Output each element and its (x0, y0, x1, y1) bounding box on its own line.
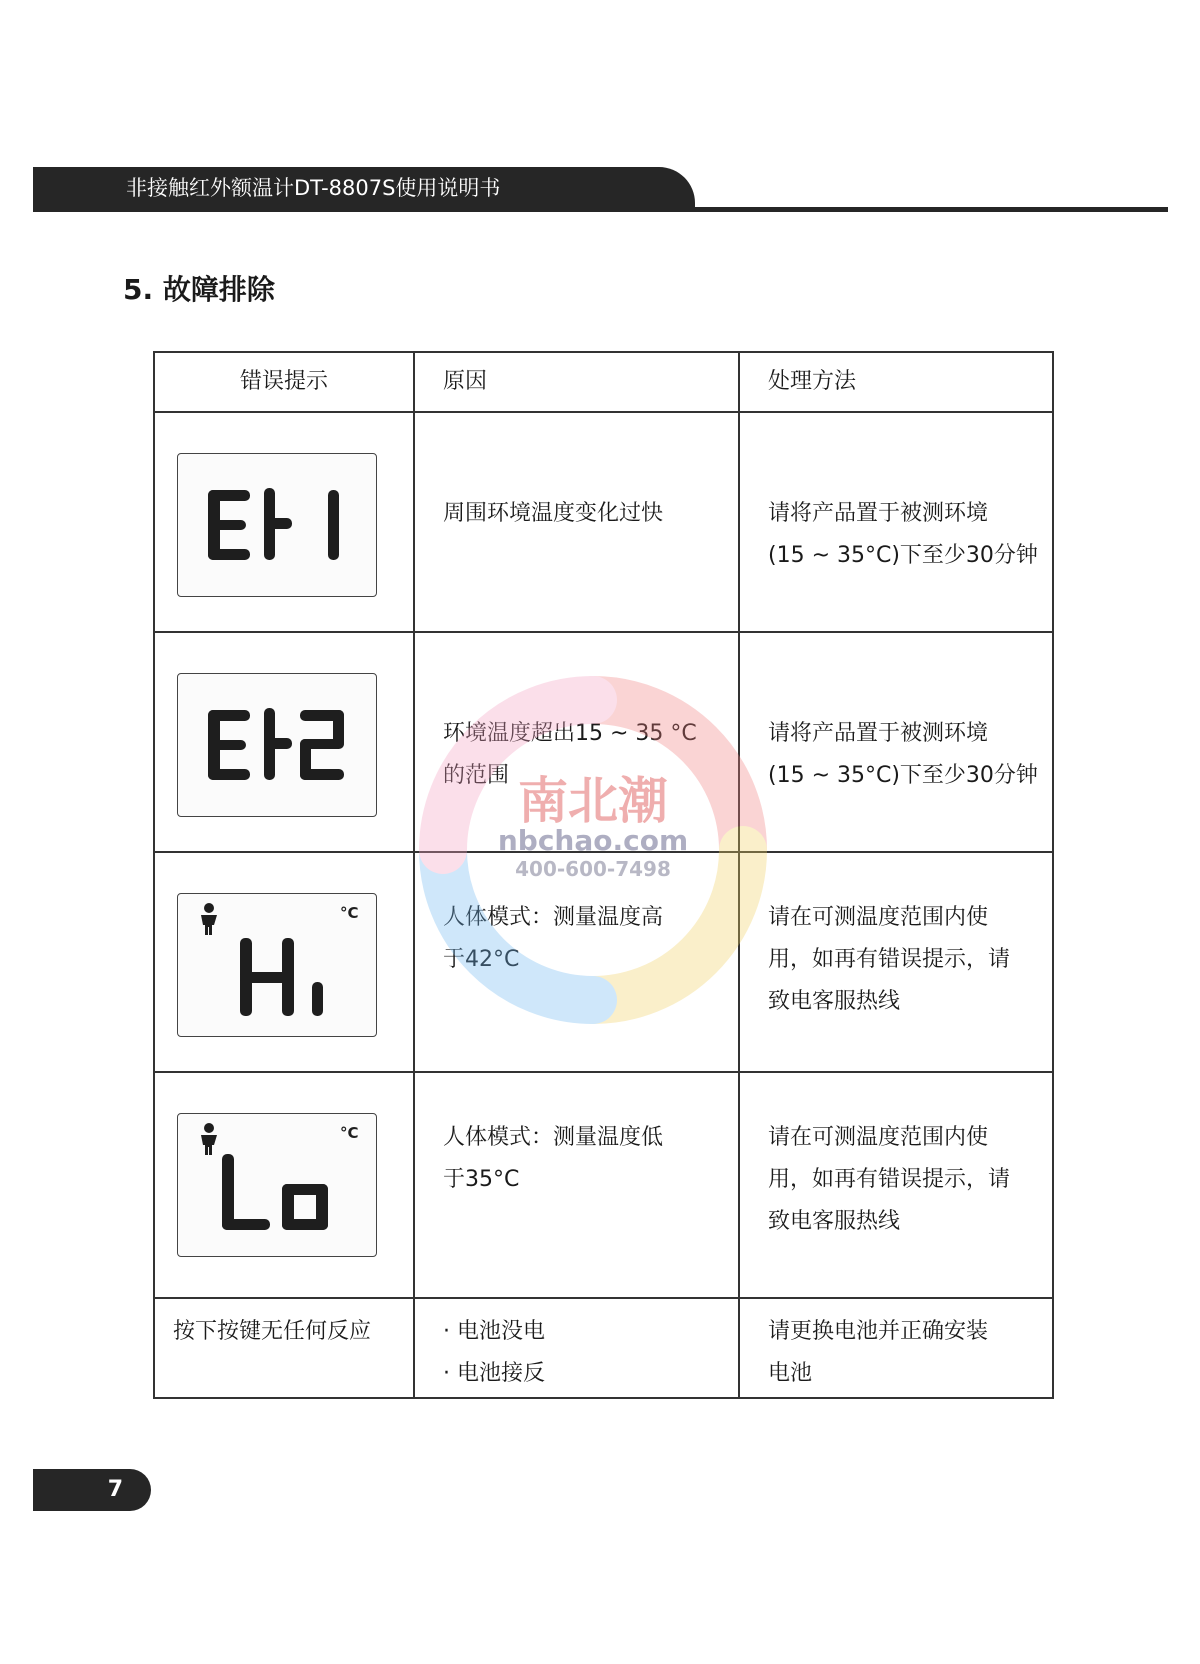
document-title: 非接触红外额温计DT-8807S使用说明书 (126, 176, 501, 200)
watermark-site: nbchao.com (497, 824, 689, 857)
table-row (154, 1072, 1053, 1298)
cause-cell: 人体模式：测量温度低 于35°C (414, 1072, 739, 1298)
person-icon (201, 1123, 217, 1155)
watermark-phone: 400-600-7498 (515, 857, 671, 881)
error-prompt-cell: 按下按键无任何反应 (154, 1298, 414, 1398)
header-solution: 处理方法 (739, 352, 1053, 412)
table-row (154, 1298, 1053, 1398)
section-title: 5. 故障排除 (123, 273, 275, 306)
header-rule (33, 207, 1168, 212)
lcd-hi-glyph (178, 894, 376, 1036)
troubleshooting-table (153, 351, 1054, 1399)
lcd-cell (154, 412, 414, 632)
person-icon (201, 903, 217, 935)
table-row (154, 412, 1053, 632)
lcd-er1-glyph (178, 454, 376, 596)
header-cause: 原因 (414, 352, 739, 412)
solution-cell: 请将产品置于被测环境 (15 ~ 35°C)下至少30分钟 (739, 412, 1053, 632)
solution-cell: 请在可测温度范围内使 用，如再有错误提示，请 致电客服热线 (739, 852, 1053, 1072)
table-row (154, 632, 1053, 852)
lcd-display-er2 (177, 673, 377, 817)
lcd-er2-glyph (178, 674, 376, 816)
table-row (154, 852, 1053, 1072)
celsius-unit: °C (340, 904, 359, 922)
cause-cell: 周围环境温度变化过快 (414, 412, 739, 632)
cause-cell: 人体模式：测量温度高 于42°C (414, 852, 739, 1072)
solution-cell: 请更换电池并正确安装 电池 (739, 1298, 1053, 1398)
celsius-unit: °C (340, 1124, 359, 1142)
page-number-tab (33, 1469, 151, 1511)
watermark-brand: 南北潮 (518, 771, 668, 830)
header-error-prompt: 错误提示 (154, 352, 414, 412)
lcd-lo-glyph (178, 1114, 376, 1256)
header-bar (33, 167, 695, 209)
table-header-row (154, 352, 1053, 412)
lcd-cell (154, 852, 414, 1072)
solution-cell: 请将产品置于被测环境 (15 ~ 35°C)下至少30分钟 (739, 632, 1053, 852)
lcd-cell (154, 1072, 414, 1298)
solution-cell: 请在可测温度范围内使 用，如再有错误提示，请 致电客服热线 (739, 1072, 1053, 1298)
cause-cell: · 电池没电 · 电池接反 (414, 1298, 739, 1398)
cause-cell: 环境温度超出15 ~ 35 °C 的范围 (414, 632, 739, 852)
lcd-display-er1 (177, 453, 377, 597)
page-number: 7 (107, 1477, 123, 1502)
lcd-display-hi (177, 893, 377, 1037)
lcd-display-lo (177, 1113, 377, 1257)
lcd-cell (154, 632, 414, 852)
